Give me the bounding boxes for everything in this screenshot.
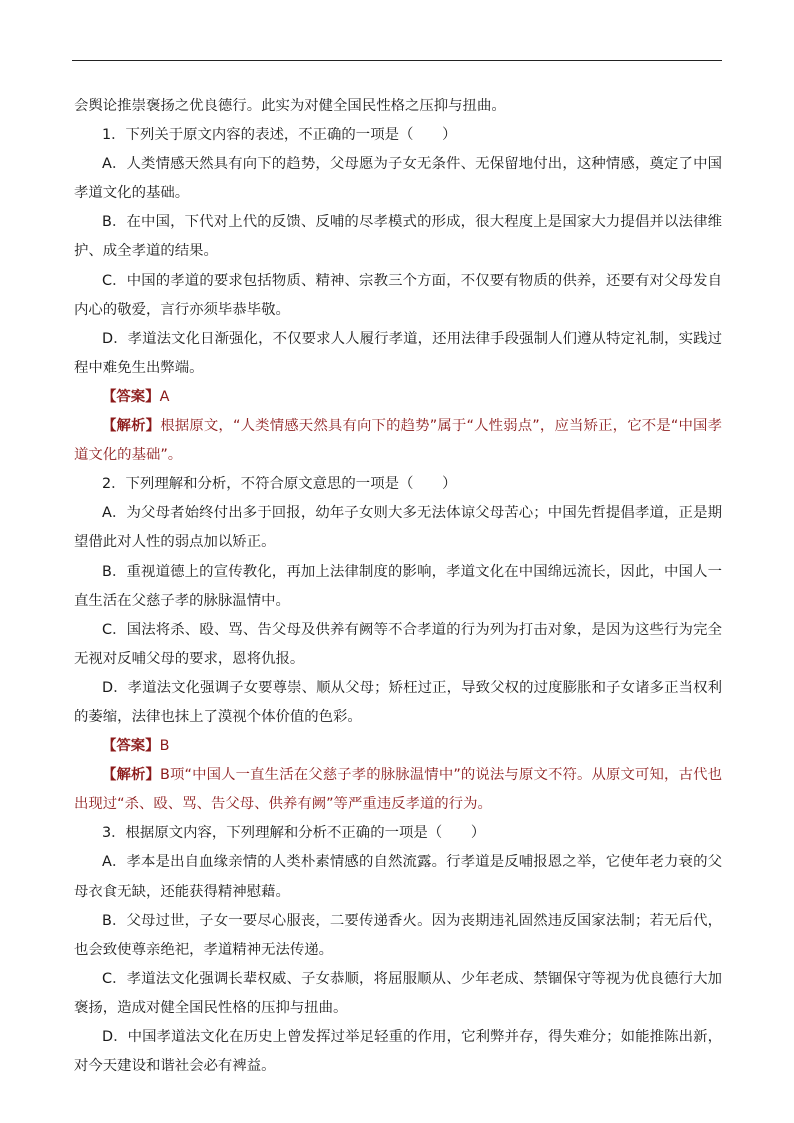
analysis-label: 【解析】 — [102, 767, 161, 784]
option-c: C．孝道法文化强调长辈权威、子女恭顺，将屈服顺从、少年老成、禁锢保守等视为优良德行大加褒扬，造成对健全国民性格的压抑与扭曲。 — [74, 970, 722, 1016]
option-d: D．孝道法文化日渐强化，不仅要求人人履行孝道，还用法律手段强制人们遵从特定礼制，实践过程中难免生出弊端。 — [74, 330, 722, 376]
option-b: B．在中国，下代对上代的反馈、反哺的尽孝模式的形成，很大程度上是国家大力提倡并以法律维护、成全孝道的结果。 — [74, 214, 722, 260]
question-stem: 3．根据原文内容，下列理解和分析不正确的一项是（ ） — [102, 825, 486, 842]
answer-line — [74, 383, 722, 412]
analysis-line — [74, 761, 722, 819]
option-b: B．重视道德上的宣传教化，再加上法律制度的影响，孝道文化在中国绵远流长，因此，中国人一直生活在父慈子孝的脉脉温情中。 — [74, 563, 722, 609]
answer-value: B — [159, 738, 170, 755]
option-d: D．中国孝道法文化在历史上曾发挥过举足轻重的作用，它利弊并存，得失难分；如能推陈出新，对今天建设和谐社会必有裨益。 — [74, 1029, 722, 1075]
passage-continuation: 会舆论推崇褒扬之优良德行。此实为对健全国民性格之压抑与扭曲。 — [74, 98, 506, 114]
analysis-label: 【解析】 — [102, 418, 161, 435]
option-a: A．孝本是出自血缘亲情的人类朴素情感的自然流露。行孝道是反哺报恩之举，它使年老力衰的父母衣食无缺，还能获得精神慰藉。 — [74, 854, 722, 900]
analysis-text: 根据原文，“人类情感天然具有向下的趋势”属于“人性弱点”，应当矫正，它不是“中国孝道文化的基础”。 — [74, 418, 722, 464]
answer-line — [74, 732, 722, 761]
option-c: C．国法将杀、殴、骂、告父母及供养有阙等不合孝道的行为列为打击对象，是因为这些行为完全无视对反哺父母的要求，恩将仇报。 — [74, 621, 722, 667]
answer-label: 【答案】 — [102, 738, 160, 755]
option-b: B．父母过世，子女一要尽心服丧，二要传递香火。因为丧期违礼固然违反国家法制；若无后代，也会致使尊亲绝祀，孝道精神无法传递。 — [74, 912, 722, 958]
question-stem: 2．下列理解和分析，不符合原文意思的一项是（ ） — [102, 476, 457, 493]
option-d: D．孝道法文化强调子女要尊崇、顺从父母；矫枉过正，导致父权的过度膨胀和子女诸多正当权利的萎缩，法律也抹上了漠视个体价值的色彩。 — [74, 679, 722, 725]
question-stem: 1．下列关于原文内容的表述，不正确的一项是（ ） — [102, 127, 457, 144]
answer-value: A — [159, 388, 170, 405]
option-c: C．中国的孝道的要求包括物质、精神、宗教三个方面，不仅要有物质的供养，还要有对父母发自内心的敬爱，言行亦须毕恭毕敬。 — [74, 272, 722, 318]
answer-label: 【答案】 — [102, 388, 160, 405]
analysis-text: B项“中国人一直生活在父慈子孝的脉脉温情中”的说法与原文不符。从原文可知，古代也出现过“杀、殴、骂、告父母、供养有阙”等严重违反孝道的行为。 — [74, 767, 722, 813]
option-a: A．为父母者始终付出多于回报，幼年子女则大多无法体谅父母苦心；中国先哲提倡孝道，正是期望借此对人性的弱点加以矫正。 — [74, 505, 722, 551]
document-body — [74, 92, 722, 1081]
option-a: A．人类情感天然具有向下的趋势，父母愿为子女无条件、无保留地付出，这种情感，奠定了中国孝道文化的基础。 — [74, 156, 722, 202]
header-rule — [72, 60, 722, 61]
analysis-line — [74, 412, 722, 470]
